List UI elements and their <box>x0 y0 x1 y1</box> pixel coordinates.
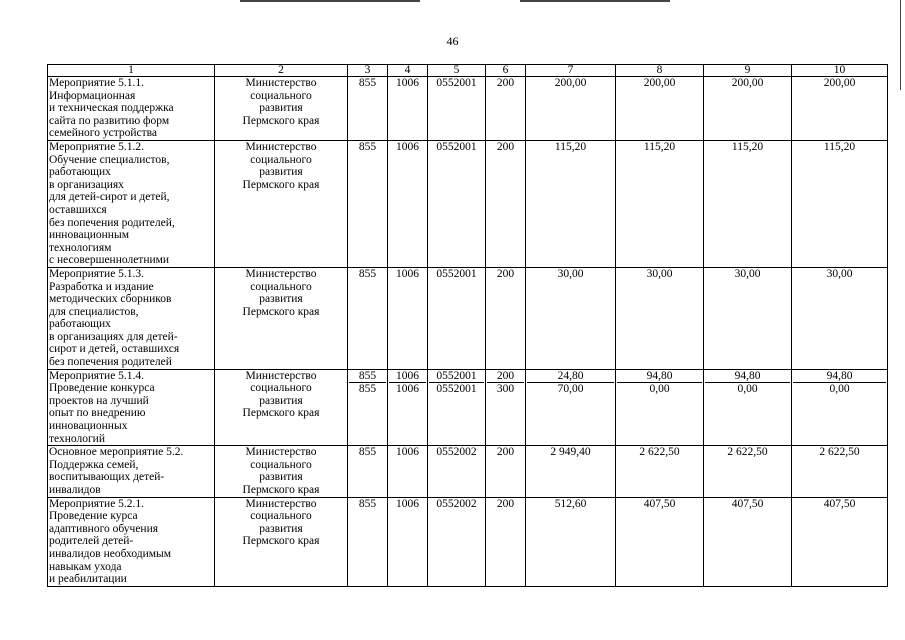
amount-col8: 200,00 <box>616 77 704 141</box>
table-row <box>48 267 888 369</box>
code-section: 1006 <box>388 77 428 141</box>
code-section: 1006 <box>389 370 426 384</box>
code-target: 0552001 <box>428 77 486 141</box>
code-ministry: 855 <box>348 497 388 586</box>
scan-artifact-top-left <box>240 0 420 2</box>
activity-name: Мероприятие 5.1.2. Обучение специалистов, работающих в организациях для детей-сирот и детей, оставшихся без попечения родителей, инновационным технологиям с несовершеннолетними <box>48 140 215 267</box>
column-number: 1 <box>48 65 215 77</box>
amount-col7: 2 949,40 <box>526 446 616 497</box>
column-number: 9 <box>704 65 792 77</box>
code-expense-type: 200 <box>486 77 526 141</box>
code-target: 0552001 <box>428 140 486 267</box>
amount-col10: 115,20 <box>792 140 888 267</box>
code-ministry: 855 <box>358 383 377 396</box>
code-target: 0552001 <box>429 370 484 384</box>
responsible-organization: Министерство социального развития Пермского края <box>215 369 348 446</box>
code-ministry: 855 <box>348 267 388 369</box>
activity-name: Мероприятие 5.1.4. Проведение конкурса проектов на лучший опыт по внедрению инновационных технологий <box>48 369 215 446</box>
column-number: 8 <box>616 65 704 77</box>
amount-col7: 200,00 <box>526 77 616 141</box>
activity-name: Мероприятие 5.2.1. Проведение курса адаптивного обучения родителей детей- инвалидов необходимым навыкам ухода и реабилитации <box>48 497 215 586</box>
code-target: 0552002 <box>428 446 486 497</box>
code-expense-type: 200 <box>486 140 526 267</box>
amount-col7: 30,00 <box>526 267 616 369</box>
amount-col10: 200,00 <box>792 77 888 141</box>
amount-col8: 0,00 <box>649 383 670 396</box>
amount-col10: 2 622,50 <box>792 446 888 497</box>
amount-col9: 94,80 <box>705 370 790 384</box>
activity-name: Мероприятие 5.1.3. Разработка и издание методических сборников для специалистов, работающих в организациях для детей- сирот и детей, оставшихся без попечения родителей <box>48 267 215 369</box>
responsible-organization: Министерство социального развития Пермского края <box>215 497 348 586</box>
column-number: 10 <box>792 65 888 77</box>
column-number: 4 <box>388 65 428 77</box>
column-number: 5 <box>428 65 486 77</box>
code-target: 0552001 <box>436 383 477 396</box>
responsible-organization: Министерство социального развития Пермского края <box>215 446 348 497</box>
responsible-organization: Министерство социального развития Пермского края <box>215 77 348 141</box>
amount-col10: 94,80 <box>793 370 886 384</box>
amount-col8: 407,50 <box>616 497 704 586</box>
amount-col10: 0,00 <box>829 383 850 396</box>
code-target-cell <box>428 369 486 446</box>
table-row <box>48 446 888 497</box>
code-expense-type: 300 <box>496 383 515 396</box>
column-number: 7 <box>526 65 616 77</box>
amount-col8: 30,00 <box>616 267 704 369</box>
code-expense-type: 200 <box>487 370 524 384</box>
scan-artifact-top-right <box>520 0 670 2</box>
code-section: 1006 <box>396 383 419 396</box>
code-expense-type-cell <box>486 369 526 446</box>
amount-col7: 24,80 <box>527 370 614 384</box>
table-row <box>48 140 888 267</box>
amount-col7: 512,60 <box>526 497 616 586</box>
amount-col10: 30,00 <box>792 267 888 369</box>
amount-col9: 30,00 <box>704 267 792 369</box>
code-target: 0552001 <box>428 267 486 369</box>
budget-table <box>47 64 888 587</box>
amount-col9: 407,50 <box>704 497 792 586</box>
amount-col8: 2 622,50 <box>616 446 704 497</box>
amount-col8: 115,20 <box>616 140 704 267</box>
amount-col9: 2 622,50 <box>704 446 792 497</box>
amount-col9: 115,20 <box>704 140 792 267</box>
table-row <box>48 369 888 446</box>
code-ministry: 855 <box>349 370 386 384</box>
code-section: 1006 <box>388 140 428 267</box>
code-expense-type: 200 <box>486 446 526 497</box>
code-section: 1006 <box>388 497 428 586</box>
column-number: 6 <box>486 65 526 77</box>
table-row <box>48 497 888 586</box>
activity-name: Мероприятие 5.1.1. Информационная и техническая поддержка сайта по развитию форм семейного устройства <box>48 77 215 141</box>
amount-col7: 70,00 <box>557 383 584 396</box>
code-ministry: 855 <box>348 140 388 267</box>
code-section-cell <box>388 369 428 446</box>
amount-col9: 200,00 <box>704 77 792 141</box>
page-number: 46 <box>446 34 459 48</box>
amount-col7: 115,20 <box>526 140 616 267</box>
code-ministry: 855 <box>348 446 388 497</box>
code-target: 0552002 <box>428 497 486 586</box>
table-row <box>48 77 888 141</box>
activity-name: Основное мероприятие 5.2. Поддержка семей, воспитывающих детей- инвалидов <box>48 446 215 497</box>
amount-col8: 94,80 <box>617 370 702 384</box>
column-number: 3 <box>348 65 388 77</box>
code-ministry: 855 <box>348 77 388 141</box>
code-section: 1006 <box>388 267 428 369</box>
responsible-organization: Министерство социального развития Пермского края <box>215 267 348 369</box>
column-number-row <box>48 65 888 77</box>
code-expense-type: 200 <box>486 497 526 586</box>
code-expense-type: 200 <box>486 267 526 369</box>
amount-col8-cell <box>616 369 704 446</box>
code-ministry-cell <box>348 369 388 446</box>
amount-col9: 0,00 <box>737 383 758 396</box>
amount-col9-cell <box>704 369 792 446</box>
column-number: 2 <box>215 65 348 77</box>
amount-col10-cell <box>792 369 888 446</box>
amount-col10: 407,50 <box>792 497 888 586</box>
responsible-organization: Министерство социального развития Пермского края <box>215 140 348 267</box>
code-section: 1006 <box>388 446 428 497</box>
amount-col7-cell <box>526 369 616 446</box>
